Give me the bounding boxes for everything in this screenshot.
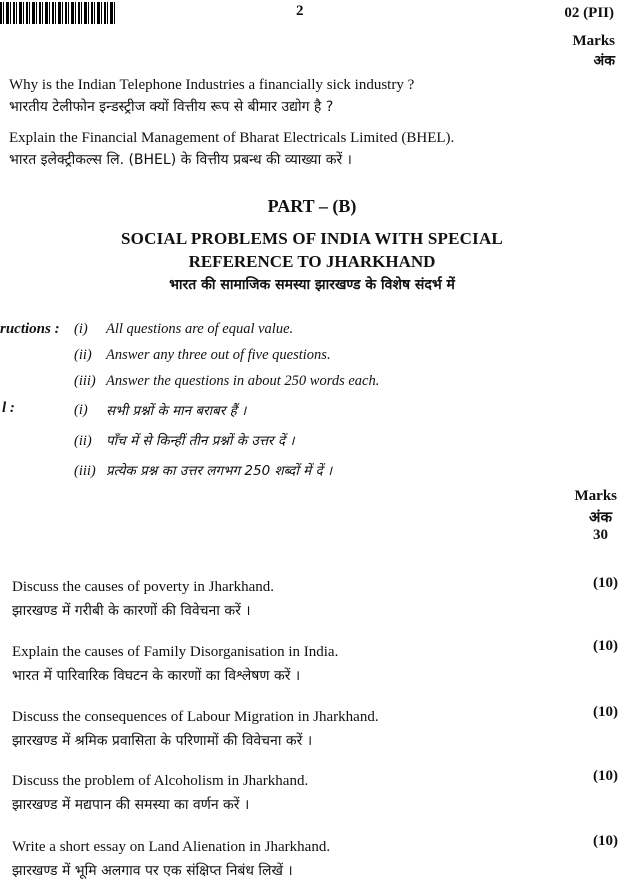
question-en: Explain the Financial Management of Bharat Electricals Limited (BHEL). [9, 130, 455, 146]
question-hi: भारत में पारिवारिक विघटन के कारणों का विश्लेषण करें । [12, 668, 301, 684]
question-en: Why is the Indian Telephone Industries a financially sick industry ? [9, 77, 415, 93]
part-heading: PART – (B) [267, 196, 357, 216]
question-marks: (10) [593, 575, 618, 591]
question-hi: भारत इलेक्ट्रीकल्स लि. (BHEL) के वित्तीय प्रबन्ध की व्याख्या करें । [9, 152, 352, 168]
question-en: Write a short essay on Land Alienation in Jharkhand. [12, 839, 331, 855]
instructions-label-hindi: l : [2, 400, 15, 416]
marks-label: Marks [572, 33, 615, 49]
instructions-label: ructions : [0, 321, 60, 337]
marks-block-label-hindi: अंक [589, 508, 612, 526]
section-title-line1: SOCIAL PROBLEMS OF INDIA WITH SPECIAL [121, 229, 503, 248]
instruction-num: (ii) [74, 347, 92, 363]
instruction-num: (i) [74, 321, 88, 337]
question-hi: झारखण्ड में गरीबी के कारणों की विवेचना करें । [12, 603, 251, 619]
section-title-hindi: भारत की सामाजिक समस्या झारखण्ड के विशेष संदर्भ में [169, 277, 455, 293]
question-hi: भारतीय टेलीफोन इन्डस्ट्रीज क्यों वित्तीय रूप से बीमार उद्योग है ? [9, 99, 334, 115]
instruction-num: (iii) [74, 463, 96, 479]
question-hi: झारखण्ड में श्रमिक प्रवासिता के परिणामों की विवेचना करें । [12, 733, 313, 749]
marks-block-label: Marks [574, 488, 617, 504]
instruction-num: (i) [74, 402, 88, 418]
section-title-line2: REFERENCE TO JHARKHAND [188, 252, 436, 271]
instruction-text-hindi: प्रत्येक प्रश्न का उत्तर लगभग 250 शब्दों में दें । [106, 463, 333, 479]
question-marks: (10) [593, 833, 618, 849]
question-en: Discuss the causes of poverty in Jharkhand. [12, 579, 275, 595]
instruction-num: (ii) [74, 433, 92, 449]
question-marks: (10) [593, 768, 618, 784]
marks-total: 30 [593, 527, 608, 543]
question-en: Discuss the problem of Alcoholism in Jharkhand. [12, 773, 309, 789]
question-marks: (10) [593, 638, 618, 654]
barcode [0, 2, 116, 24]
instruction-text: Answer any three out of five questions. [106, 347, 331, 363]
paper-code: 02 (PII) [564, 5, 614, 21]
question-en: Explain the causes of Family Disorganisation in India. [12, 644, 339, 660]
instruction-num: (iii) [74, 373, 96, 389]
instruction-text: Answer the questions in about 250 words each. [106, 373, 380, 389]
instruction-text: All questions are of equal value. [106, 321, 294, 337]
question-hi: झारखण्ड में मद्यपान की समस्या का वर्णन करें । [12, 797, 250, 813]
marks-label-hindi: अंक [593, 53, 615, 69]
instruction-text-hindi: सभी प्रश्नों के मान बराबर हैं । [106, 403, 247, 419]
question-marks: (10) [593, 704, 618, 720]
question-en: Discuss the consequences of Labour Migration in Jharkhand. [12, 709, 379, 725]
page-number: 2 [296, 3, 304, 19]
instruction-text-hindi: पाँच में से किन्हीं तीन प्रश्नों के उत्तर दें । [106, 433, 295, 449]
question-hi: झारखण्ड में भूमि अलगाव पर एक संक्षिप्त निबंध लिखें । [12, 863, 293, 879]
